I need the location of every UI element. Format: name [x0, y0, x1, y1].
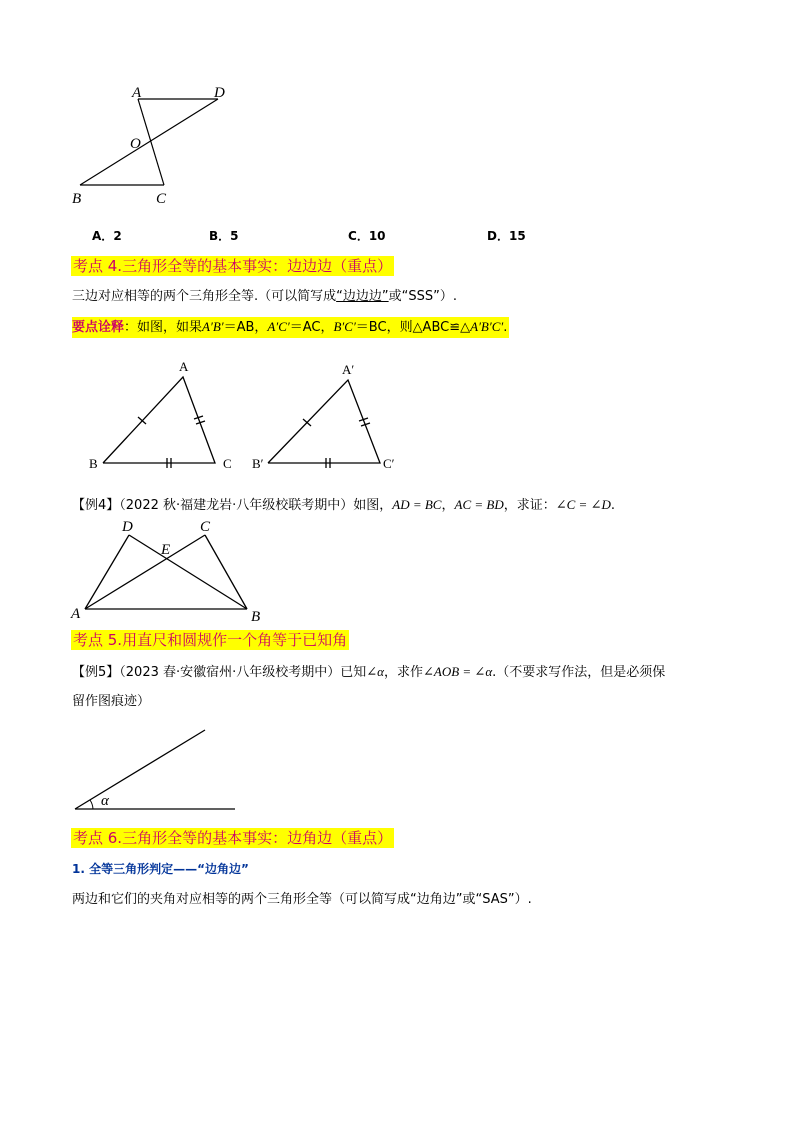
figure-angle-alpha [65, 722, 245, 817]
example-5-construct: ∠AOB = ∠α [423, 664, 493, 679]
sss-text-post: 或“SSS”）. [388, 289, 457, 304]
choice-c: C．10 [348, 229, 386, 243]
example-4-cond-1: AD = BC [392, 497, 442, 512]
label-b: B [72, 191, 82, 207]
choice-value: 2 [113, 229, 122, 243]
example-5-mid: ，求作 [383, 665, 423, 680]
choice-letter: B [209, 229, 219, 243]
choice-letter: D [487, 229, 497, 243]
label-a: A [179, 359, 189, 374]
label-a: A [132, 85, 142, 101]
choice-value: 15 [508, 229, 526, 243]
example-4 [72, 495, 615, 516]
section-6-subheading: 1. 全等三角形判定——“边角边” [72, 862, 249, 876]
choice-b: B．5 [209, 229, 239, 243]
example-5-line-1 [72, 662, 665, 683]
note-eq-1: ＝AB， [223, 320, 268, 335]
label-c-prime: C′ [383, 456, 395, 471]
example-5-angle: ∠α [366, 664, 384, 679]
label-e: E [161, 542, 171, 558]
example-5-prefix: 【例5】（2023 春·安徽宿州·八年级校考期中）已知 [72, 665, 367, 680]
example-4-sep: ， [441, 498, 455, 513]
label-d: D [214, 85, 225, 101]
example-4-cond-2: AC = BD [454, 497, 504, 512]
figure-congruent-triangles [80, 355, 410, 480]
note-eq-2: ＝AC， [289, 320, 334, 335]
label-b: B [89, 456, 98, 471]
figure-triangles-abc-abd [65, 515, 275, 625]
section-4-text [72, 287, 457, 307]
label-a: A [71, 606, 81, 622]
label-b: B [251, 609, 261, 625]
note-label: 要点诠释 [72, 320, 125, 335]
label-d: D [122, 519, 133, 535]
example-4-end: . [610, 498, 615, 513]
note-end: . [503, 320, 508, 335]
sss-text-cn: “边边边” [336, 289, 389, 304]
choice-letter: A [92, 229, 102, 243]
section-5-heading: 考点 5.用直尺和圆规作一个角等于已知角 [73, 631, 348, 649]
note-expr-1: A′B′ [202, 319, 224, 334]
label-a-prime: A′ [342, 362, 355, 377]
note-text-1: ：如图，如果 [124, 320, 203, 335]
choice-a: A．2 [92, 229, 122, 243]
example-4-goal: ∠C = ∠D [555, 497, 611, 512]
note-expr-4: A′B′C′ [470, 319, 504, 334]
note-expr-2: A′C′ [267, 319, 290, 334]
example-5-line-2: 留作图痕迹） [72, 694, 151, 709]
choice-value: 5 [230, 229, 239, 243]
section-4-heading: 考点 4.三角形全等的基本事实：边边边（重点） [73, 257, 393, 275]
label-o: O [130, 136, 141, 152]
figure-triangles-aod-boc [60, 80, 240, 210]
choice-d: D．15 [487, 229, 526, 243]
label-b-prime: B′ [252, 456, 264, 471]
label-alpha: α [101, 793, 109, 809]
note-eq-3: ＝BC，则△ABC≌△ [355, 320, 471, 335]
section-6-heading: 考点 6.三角形全等的基本事实：边角边（重点） [73, 829, 393, 847]
example-4-prove: ，求证： [503, 498, 556, 513]
key-point-note [72, 317, 509, 338]
label-c: C [156, 191, 167, 207]
label-c: C [200, 519, 211, 535]
example-4-prefix: 【例4】（2022 秋·福建龙岩·八年级校联考期中）如图， [72, 498, 393, 513]
sss-text-pre: 三边对应相等的两个三角形全等.（可以简写成 [72, 289, 337, 304]
choice-letter: C [348, 229, 357, 243]
section-6-text: 两边和它们的夹角对应相等的两个三角形全等（可以简写成“边角边”或“SAS”）. [72, 892, 532, 907]
note-expr-3: B′C′ [333, 319, 356, 334]
label-c: C [223, 456, 232, 471]
choice-value: 10 [368, 229, 386, 243]
example-5-end: .（不要求写作法，但是必须保 [492, 665, 666, 680]
